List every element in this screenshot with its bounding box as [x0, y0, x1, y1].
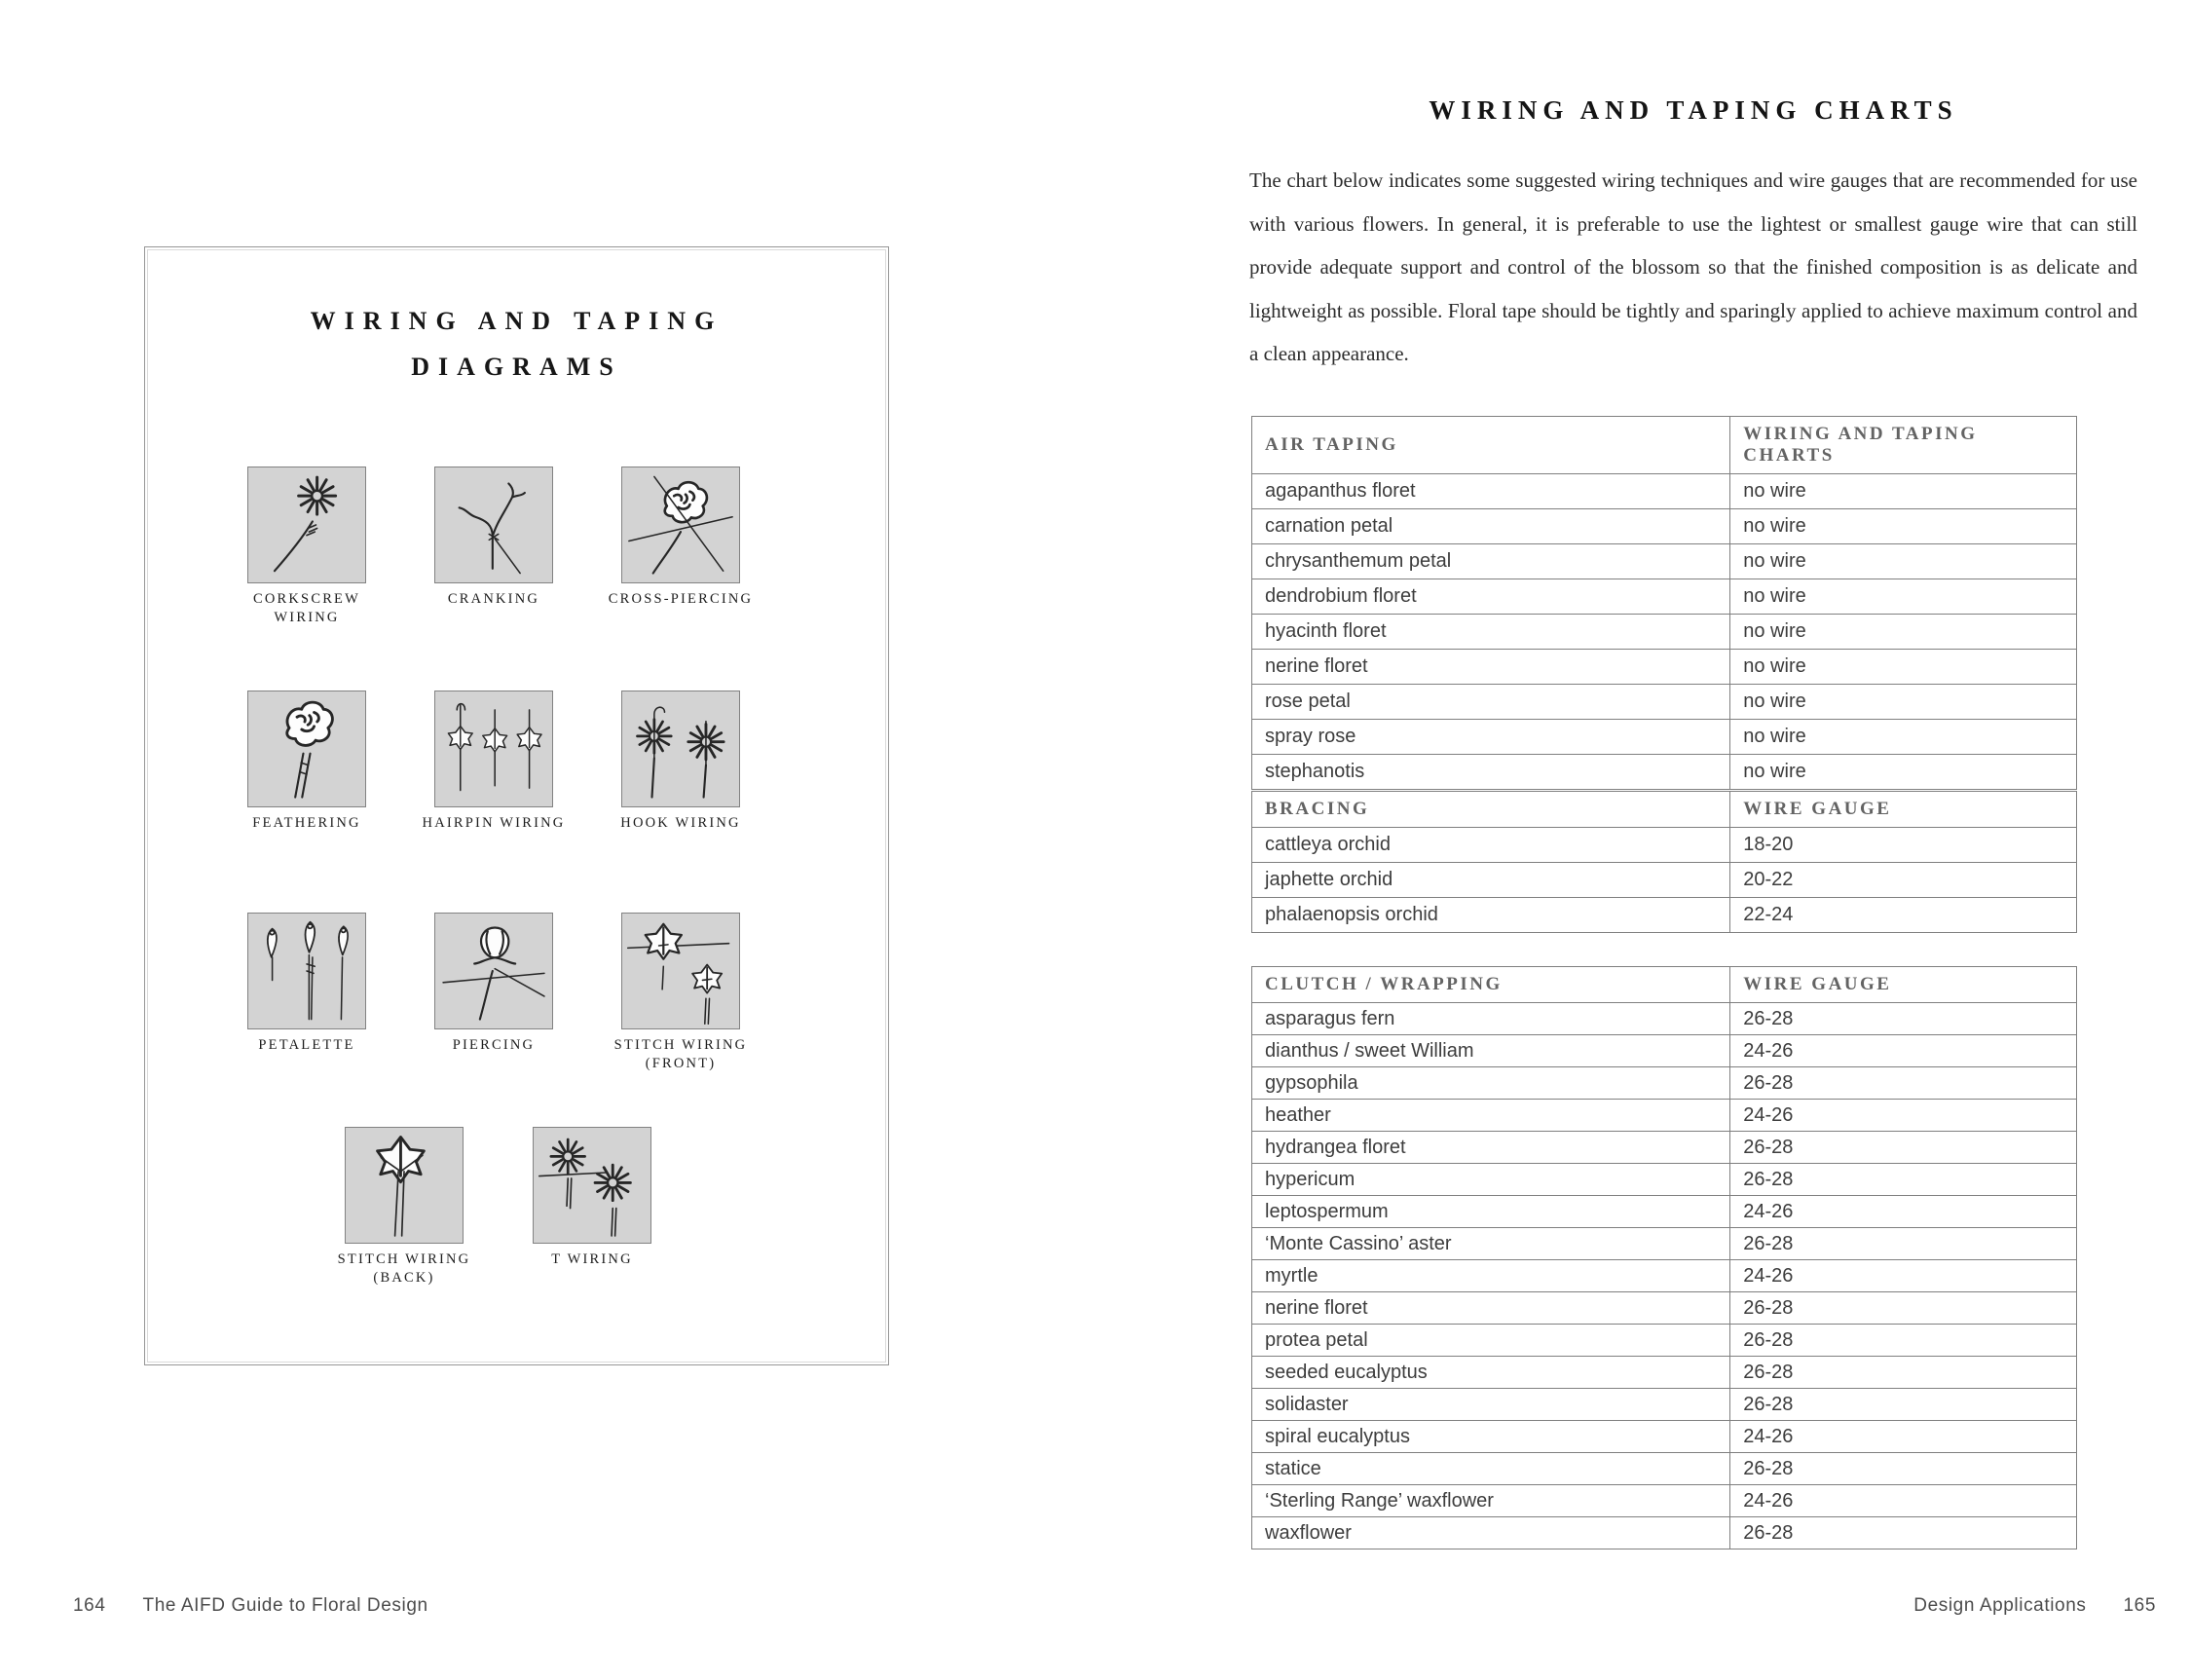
table-cell: no wire: [1730, 650, 2077, 685]
diagram-label: T WIRING: [551, 1251, 633, 1267]
piercing-illustration: [434, 913, 553, 1029]
feathering-icon: [248, 691, 365, 806]
table-cell: ‘Sterling Range’ waxflower: [1252, 1485, 1730, 1517]
table-cell: hyacinth floret: [1252, 615, 1730, 650]
table-cell: 26-28: [1730, 1517, 2077, 1549]
cranking-illustration: [434, 467, 553, 583]
diagram-stitch-wiring-back: [337, 1127, 471, 1288]
stitch-wiring-front-illustration: [621, 913, 740, 1029]
table-cell: stephanotis: [1252, 755, 1730, 790]
table-row: [1252, 1196, 2077, 1228]
table-cell: no wire: [1730, 474, 2077, 509]
table-cell: spray rose: [1252, 720, 1730, 755]
table-cell: protea petal: [1252, 1325, 1730, 1357]
diagram-cranking: [434, 467, 553, 609]
diagram-label: STITCH WIRING (BACK): [337, 1251, 471, 1286]
table-row: [1252, 863, 2077, 898]
table-cell: 24-26: [1730, 1100, 2077, 1132]
t-wiring-illustration: [533, 1127, 651, 1244]
table-cell: ‘Monte Cassino’ aster: [1252, 1228, 1730, 1260]
table-cell: phalaenopsis orchid: [1252, 898, 1730, 933]
diagram-stitch-wiring-front: [613, 913, 748, 1073]
table-cell: statice: [1252, 1453, 1730, 1485]
table-cell: 24-26: [1730, 1196, 2077, 1228]
table-cell: no wire: [1730, 720, 2077, 755]
right-page-number: 165: [2123, 1595, 2156, 1616]
corkscrew-wiring-icon: [248, 467, 365, 582]
left-page-footer: [73, 1595, 428, 1617]
table-cell: carnation petal: [1252, 509, 1730, 544]
table-row: [1252, 579, 2077, 615]
diagrams-panel: [144, 246, 889, 1365]
table-cell: waxflower: [1252, 1517, 1730, 1549]
table-row: [1252, 1228, 2077, 1260]
diagram-piercing: [434, 913, 553, 1055]
page-title: WIRING AND TAPING CHARTS: [1429, 95, 1958, 125]
table-cell: leptospermum: [1252, 1196, 1730, 1228]
table-row: [1252, 1067, 2077, 1100]
table-cell: hydrangea floret: [1252, 1132, 1730, 1164]
diagram-hook-wiring: [621, 691, 740, 833]
table-row: [1252, 1035, 2077, 1067]
table-row: [1252, 898, 2077, 933]
feathering-illustration: [247, 691, 366, 807]
table-cell: 26-28: [1730, 1003, 2077, 1035]
stitch-wiring-back-illustration: [345, 1127, 464, 1244]
table-header-row: [1252, 967, 2077, 1003]
table-cell: agapanthus floret: [1252, 474, 1730, 509]
diagram-label: CORKSCREW WIRING: [252, 591, 361, 625]
table-header-cell: WIRE GAUGE: [1730, 967, 2077, 1003]
section-title: Design Applications: [1913, 1595, 2087, 1616]
table-cell: 18-20: [1730, 828, 2077, 863]
table-cell: 26-28: [1730, 1453, 2077, 1485]
air-taping-table: [1251, 416, 2077, 790]
diagram-label: CRANKING: [447, 591, 540, 607]
table-header-cell: CLUTCH / WRAPPING: [1252, 967, 1730, 1003]
right-page-footer: [1913, 1595, 2156, 1617]
table-cell: hypericum: [1252, 1164, 1730, 1196]
hook-wiring-icon: [622, 691, 739, 806]
table-cell: 24-26: [1730, 1485, 2077, 1517]
table-cell: 20-22: [1730, 863, 2077, 898]
diagram-label: HAIRPIN WIRING: [422, 815, 566, 831]
diagram-feathering: [247, 691, 366, 833]
diagram-cross-piercing: [608, 467, 754, 609]
table-row: [1252, 474, 2077, 509]
diagram-label: PETALETTE: [258, 1037, 355, 1053]
table-cell: gypsophila: [1252, 1067, 1730, 1100]
table-row: [1252, 828, 2077, 863]
table-cell: 26-28: [1730, 1357, 2077, 1389]
table-header-cell: WIRE GAUGE: [1730, 792, 2077, 828]
table-cell: solidaster: [1252, 1389, 1730, 1421]
clutch-wrapping-table: [1251, 966, 2077, 1549]
table-cell: 24-26: [1730, 1421, 2077, 1453]
book-title: The AIFD Guide to Floral Design: [142, 1595, 428, 1616]
cross-piercing-illustration: [621, 467, 740, 583]
table-row: [1252, 1292, 2077, 1325]
table-cell: 24-26: [1730, 1035, 2077, 1067]
cranking-icon: [435, 467, 552, 582]
diagram-corkscrew-wiring: [247, 467, 366, 627]
table-cell: myrtle: [1252, 1260, 1730, 1292]
table-header-row: [1252, 792, 2077, 828]
table-cell: 22-24: [1730, 898, 2077, 933]
diagram-hairpin-wiring: [422, 691, 566, 833]
panel-title: [145, 298, 888, 390]
table-cell: no wire: [1730, 509, 2077, 544]
table-cell: spiral eucalyptus: [1252, 1421, 1730, 1453]
petalette-illustration: [247, 913, 366, 1029]
table-header-cell: WIRING AND TAPING CHARTS: [1730, 417, 2077, 474]
table-row: [1252, 1132, 2077, 1164]
hook-wiring-illustration: [621, 691, 740, 807]
table-row: [1252, 1325, 2077, 1357]
intro-paragraph: The chart below indicates some suggested wiring techniques and wire gauges that are recommended for use with various flowers. In general, it is preferable to use the lightest or smallest gauge wire that can still provide adequate support and control of the blossom so that the finished composition is as delicate and lightweight as possible. Floral tape should be tightly and sparingly applied to achieve maximum control and a clean appearance.: [1249, 168, 2137, 365]
table-cell: 26-28: [1730, 1292, 2077, 1325]
table-cell: no wire: [1730, 685, 2077, 720]
table-row: [1252, 1260, 2077, 1292]
table-cell: no wire: [1730, 544, 2077, 579]
table-row: [1252, 1164, 2077, 1196]
panel-title-line2: DIAGRAMS: [411, 353, 622, 381]
table-row: [1252, 685, 2077, 720]
left-page-number: 164: [73, 1595, 106, 1616]
petalette-icon: [248, 914, 365, 1028]
table-cell: chrysanthemum petal: [1252, 544, 1730, 579]
table-cell: japhette orchid: [1252, 863, 1730, 898]
table-cell: no wire: [1730, 615, 2077, 650]
table-cell: cattleya orchid: [1252, 828, 1730, 863]
table-header-cell: BRACING: [1252, 792, 1730, 828]
cross-piercing-icon: [622, 467, 739, 582]
table-cell: dianthus / sweet William: [1252, 1035, 1730, 1067]
table-cell: 26-28: [1730, 1164, 2077, 1196]
diagram-label: STITCH WIRING (FRONT): [613, 1037, 748, 1071]
table-row: [1252, 720, 2077, 755]
table-row: [1252, 1453, 2077, 1485]
table-row: [1252, 1100, 2077, 1132]
table-cell: 26-28: [1730, 1132, 2077, 1164]
table-cell: asparagus fern: [1252, 1003, 1730, 1035]
diagram-label: FEATHERING: [252, 815, 361, 831]
panel-title-line1: WIRING AND TAPING: [310, 307, 724, 335]
table-row: [1252, 1421, 2077, 1453]
diagram-label: HOOK WIRING: [620, 815, 741, 831]
diagram-petalette: [247, 913, 366, 1055]
table-row: [1252, 1485, 2077, 1517]
piercing-icon: [435, 914, 552, 1028]
table-cell: 24-26: [1730, 1260, 2077, 1292]
stitch-wiring-front-icon: [622, 914, 739, 1028]
table-row: [1252, 1003, 2077, 1035]
table-row: [1252, 650, 2077, 685]
table-row: [1252, 544, 2077, 579]
table-cell: seeded eucalyptus: [1252, 1357, 1730, 1389]
table-row: [1252, 509, 2077, 544]
table-cell: 26-28: [1730, 1325, 2077, 1357]
table-cell: 26-28: [1730, 1228, 2077, 1260]
table-row: [1252, 1357, 2077, 1389]
hairpin-wiring-icon: [435, 691, 552, 806]
t-wiring-icon: [534, 1128, 650, 1243]
table-row: [1252, 755, 2077, 790]
corkscrew-wiring-illustration: [247, 467, 366, 583]
table-cell: 26-28: [1730, 1067, 2077, 1100]
hairpin-wiring-illustration: [434, 691, 553, 807]
diagram-t-wiring: [533, 1127, 651, 1269]
bracing-table: [1251, 791, 2077, 933]
diagram-label: PIERCING: [452, 1037, 536, 1053]
table-cell: no wire: [1730, 579, 2077, 615]
table-cell: nerine floret: [1252, 650, 1730, 685]
table-header-row: [1252, 417, 2077, 474]
table-row: [1252, 615, 2077, 650]
table-row: [1252, 1517, 2077, 1549]
diagram-label: CROSS-PIERCING: [608, 591, 754, 607]
table-cell: dendrobium floret: [1252, 579, 1730, 615]
table-cell: 26-28: [1730, 1389, 2077, 1421]
table-cell: rose petal: [1252, 685, 1730, 720]
table-cell: no wire: [1730, 755, 2077, 790]
table-cell: nerine floret: [1252, 1292, 1730, 1325]
table-header-cell: AIR TAPING: [1252, 417, 1730, 474]
table-cell: heather: [1252, 1100, 1730, 1132]
stitch-wiring-back-icon: [346, 1128, 463, 1243]
table-row: [1252, 1389, 2077, 1421]
